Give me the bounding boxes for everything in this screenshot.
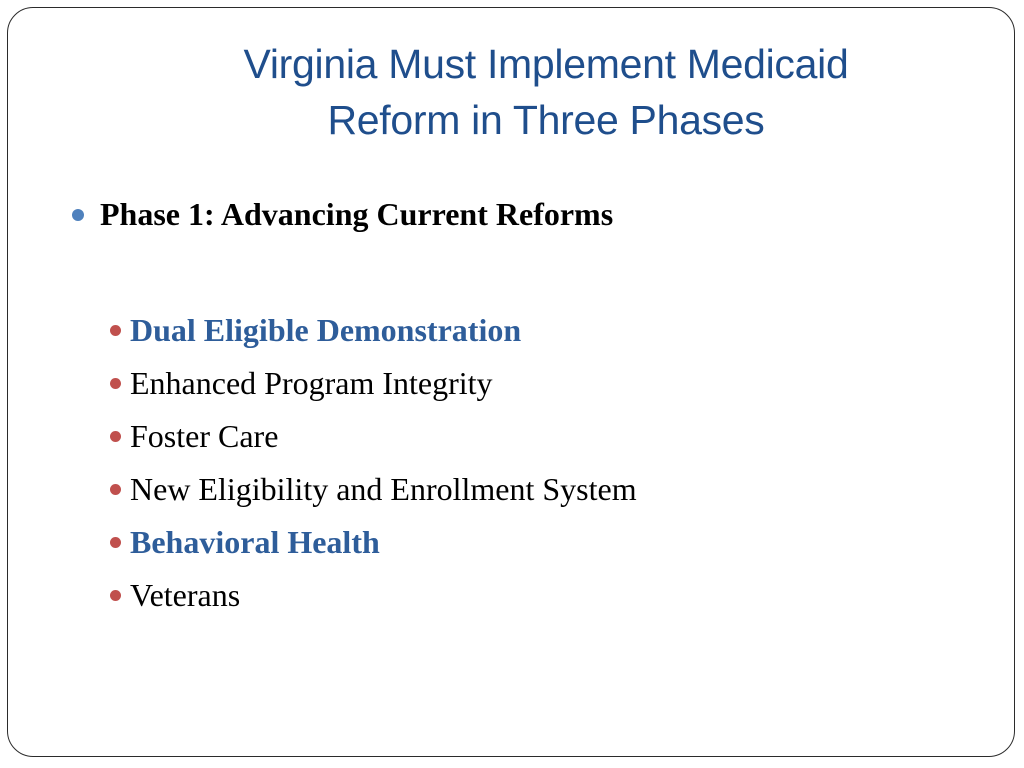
list-item-label: Behavioral Health <box>130 524 380 560</box>
bullet-dot-icon <box>110 484 121 495</box>
slide-frame <box>7 7 1015 757</box>
phase-bullet <box>72 196 613 233</box>
reform-list <box>110 304 637 622</box>
bullet-dot-icon <box>110 431 121 442</box>
list-item-label: New Eligibility and Enrollment System <box>130 471 637 507</box>
bullet-dot-icon <box>110 325 121 336</box>
list-item-behavioral-health <box>110 516 637 569</box>
list-item-label: Foster Care <box>130 418 279 454</box>
bullet-dot-icon <box>110 378 121 389</box>
list-item-veterans <box>110 569 637 622</box>
phase-bullet-text: Phase 1: Advancing Current Reforms <box>100 196 614 232</box>
list-item-label: Dual Eligible Demonstration <box>130 312 522 348</box>
title-line-2: Reform in Three Phases <box>327 97 765 143</box>
title-line-1: Virginia Must Implement Medicaid <box>243 41 849 87</box>
list-item-program-integrity <box>110 357 637 410</box>
list-item-dual-eligible <box>110 304 637 357</box>
list-item-foster-care <box>110 410 637 463</box>
bullet-dot-icon <box>72 209 84 221</box>
list-item-eligibility-system <box>110 463 637 516</box>
list-item-label: Veterans <box>130 577 241 613</box>
bullet-dot-icon <box>110 590 121 601</box>
slide-title <box>158 36 934 148</box>
bullet-dot-icon <box>110 537 121 548</box>
list-item-label: Enhanced Program Integrity <box>130 365 493 401</box>
